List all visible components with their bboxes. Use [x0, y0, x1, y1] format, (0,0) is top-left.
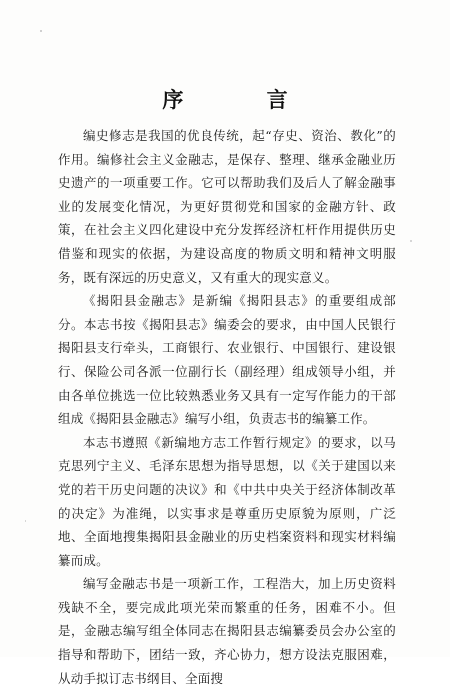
preface-body: [58, 124, 396, 690]
scan-speck: [25, 520, 26, 522]
paragraph-3: 本志书遵照《新编地方志工作暂行规定》的要求，以马克思列宁主义、毛泽东思想为指导思想，以《关于建国以来党的若干历史问题的决议》和《中共中央关于经济体制改革的决定》为准绳，以实事求是尊重历史原貌为原则，广泛地、全面地搜集揭阳县金融业的历史档案资料和现实材料编纂而成。: [58, 434, 396, 568]
page-title: 序 言: [162, 88, 326, 112]
scan-speck: [40, 30, 42, 32]
paragraph-4: 编写金融志书是一项新工作，工程浩大，加上历史资料残缺不全，要完成此项光荣而繁重的任务，困难不小。但是，金融志编写组全体同志在揭阳县志编纂委员会办公室的指导和帮助下，团结一致，齐心协力，想方设法克服困难，从动手拟订志书纲目、全面搜: [58, 576, 396, 686]
paragraph-2: 《揭阳县金融志》是新编《揭阳县志》的重要组成部分。本志书按《揭阳县志》编委会的要求，由中国人民银行揭阳县支行牵头，工商银行、农业银行、中国银行、建设银行、保险公司各派一位副行长（副经理）组成领导小组，并由各单位挑选一位比较熟悉业务又具有一定写作能力的干部组成《揭阳县金融志》编写小组，负责志书的编纂工作。: [58, 293, 396, 427]
scan-speck: [410, 240, 412, 242]
paragraph-1: 编史修志是我国的优良传统，起“存史、资治、教化”的作用。编修社会主义金融志，是保存、整理、继承金融业历史遗产的一项重要工作。它可以帮助我们及后人了解金融事业的发展变化情况，为更好贯彻党和国家的金融方针、政策，在社会主义四化建设中充分发挥经济杠杆作用提供历史借鉴和现实的依据，为建设高度的物质文明和精神文明服务，既有深远的历史意义，又有重大的现实意义。: [58, 128, 396, 285]
